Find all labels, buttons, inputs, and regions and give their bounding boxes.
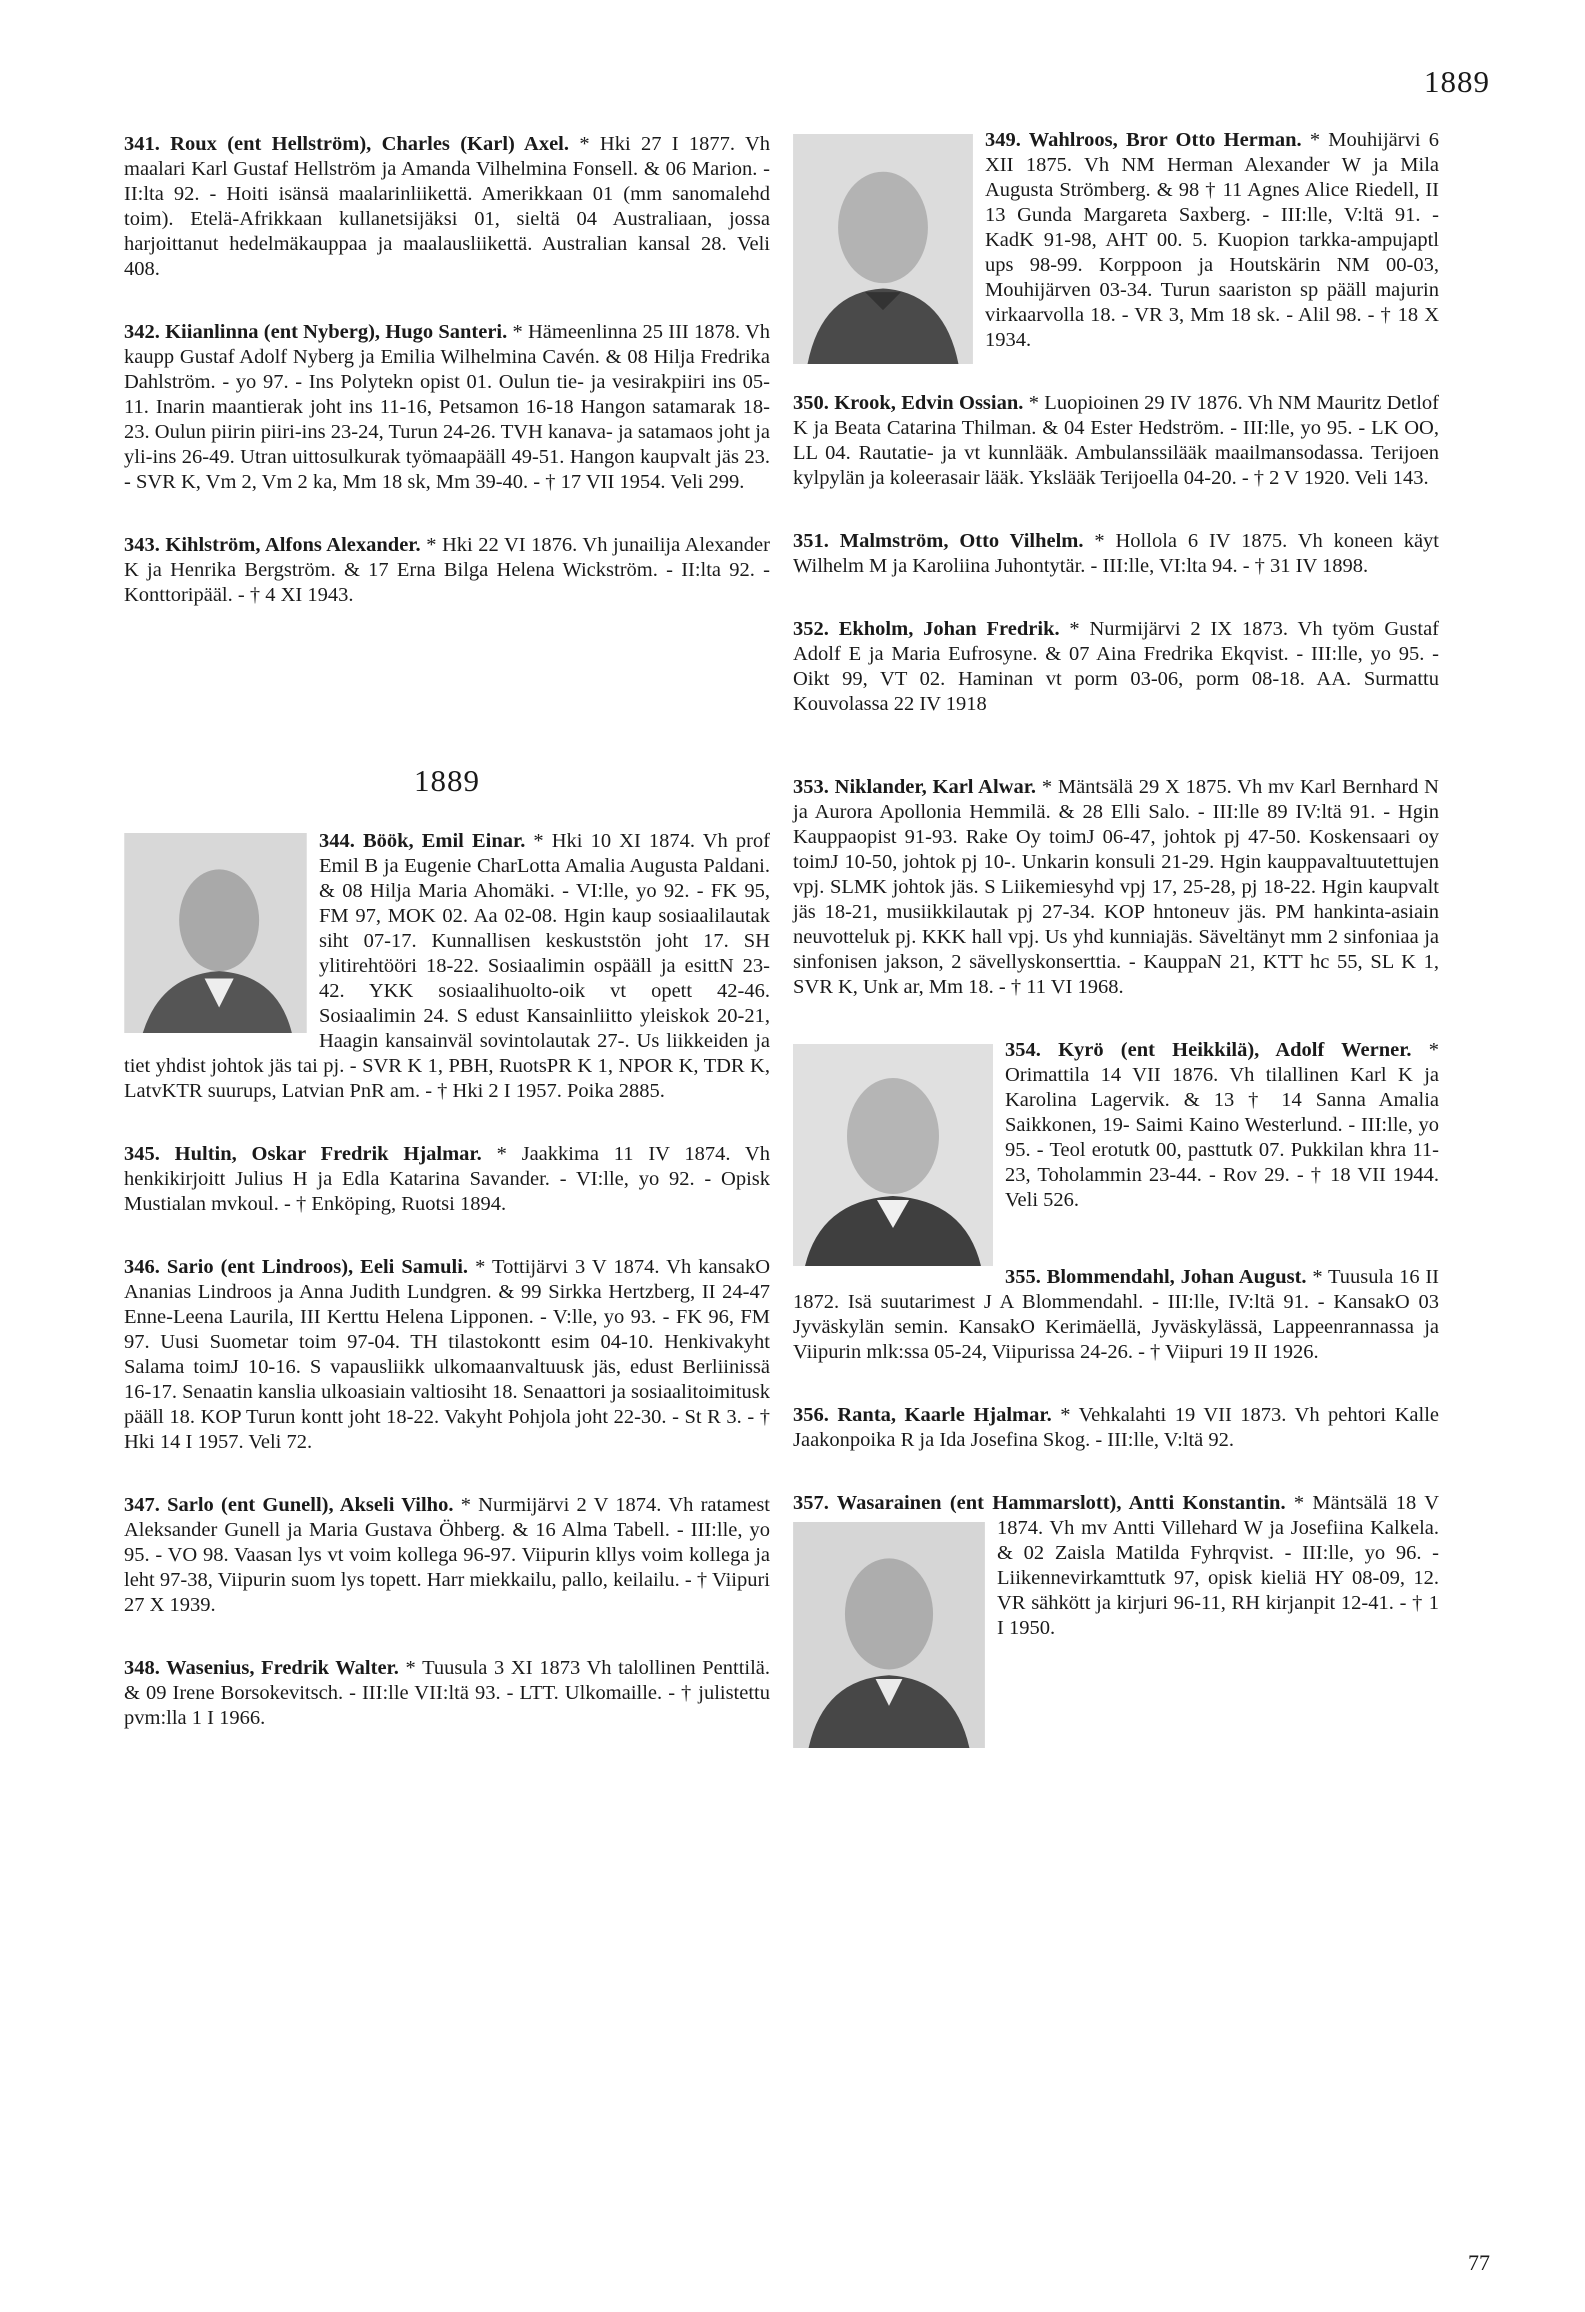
entry-text: * Tottijärvi 3 V 1874. Vh kansakO Ananias Lindroos ja Anna Judith Lundgren. & 99 Sirkka Hertzberg, II 24-47 Enne-Leena Laurila, III Kerttu Helena Lipponen. - V:lle, yo 93. - FK 96, FM 97. Uusi Suometar toim 97-04. TH tilastokontt esim 04-10. Henkivakyht Salama toimJ 10-16. S vapausliikk ulkomaanvaltuusk jäs, edust Berliinissä 16-17. Senaatin kanslia ulkoasiain valtiosiht 18. Senaattori ja sosiaalitoimitusk pääll 18. KOP Turun kontt joht 18-22. Vakyht Pohjola joht 22-30. - St R 3. - † Hki 14 I 1957. Veli 72. (124, 1256, 771, 1453)
entry-text: * Nurmijärvi 2 V 1874. Vh ratamest Aleksander Gunell ja Maria Gustava Öhberg. & 16 Alma Tabell. - III:lle, yo 95. - VO 98. Vaasan lys vt voim kollega 96-97. Viipurin kllys voim kollega ja leht 97-38, Viipurin suom lys topett. Harr miekkailu, pallo, keilailu. - † Viipuri 27 X 1939. (124, 1494, 771, 1616)
entry-text: * Mäntsälä 18 V 1874. Vh mv Antti Villehard W ja Josefiina Kalkela. & 02 Zaisla Matilda Fyhrqvist. - III:lle, yo 96. - Liikennevirkamttutk 97, opisk kieliä HY 08-09, 12. VR sähkött ja kirjuri 96-11, RH kirjanpit 12-41. - † 1 I 1950. (997, 1492, 1440, 1639)
entry-text: * Jaakkima 11 IV 1874. Vh henkikirjoitt Julius H ja Edla Katarina Savander. - VI:lle, yo 92. - Opisk Mustialan mvkoul. - † Enköping, Ruotsi 1894. (124, 1143, 770, 1215)
portrait-photo-icon (793, 134, 973, 364)
entry-name: 343. Kihlström, Alfons Alexander. (124, 534, 421, 556)
entry-text: * Orimattila 14 VII 1876. Vh tilallinen Karl K ja Karolina Lagervik. & 13 † 14 Sanna Amalia Saikkonen, 19- Saimi Kaino Westerlund. - III:lle, yo 95. - Teol erotutk 00, pasttutk 07. Pukkilan khra 11-23, Toholammin 23-44. - Rov 29. - † 18 VII 1944. Veli 526. (1005, 1039, 1440, 1211)
entry-353 (793, 775, 1439, 1000)
entry-356 (793, 1403, 1439, 1453)
entry-341 (124, 132, 770, 282)
entry-343 (124, 533, 770, 608)
portrait-photo-icon (793, 1044, 993, 1266)
section-year-heading: 1889 (414, 763, 480, 798)
entry-347 (124, 1493, 770, 1618)
entry-351 (793, 529, 1439, 579)
entry-354 (793, 1038, 1439, 1213)
entry-name: 352. Ekholm, Johan Fredrik. (793, 618, 1060, 640)
entry-name: 346. Sario (ent Lindroos), Eeli Samuli. (124, 1256, 469, 1278)
portrait-photo-icon (124, 833, 307, 1033)
entry-349 (793, 128, 1439, 353)
entry-text: * Mouhijärvi 6 XII 1875. Vh NM Herman Alexander W ja Mila Augusta Strömberg. & 98 † 11 Agnes Alice Riedell, II 13 Gunda Margareta Saxberg. - III:lle, V:ltä 91. - KadK 91-98, AHT 00. 5. Kuopion tarkka-ampujaptl ups 98-99. Korppoon ja Houtskärin NM 00-03, Mouhijärven 03-34. Turun saariston sp pääll majurin virkaarvolla 18. - VR 3, Mm 18 sk. - Alil 98. - † 18 X 1934. (985, 129, 1440, 351)
entry-text: * Nurmijärvi 2 IX 1873. Vh työm Gustaf Adolf E ja Maria Eufrosyne. & 07 Aina Fredrika Ekqvist. - III:lle, yo 95. - Oikt 99, VT 02. Haminan vt porm 03-06, porm 08-18. AA. Surmattu Kouvolassa 22 IV 1918 (793, 618, 1440, 715)
entry-350 (793, 391, 1439, 491)
entry-text: * Vehkalahti 19 VII 1873. Vh pehtori Kalle Jaakonpoika R ja Ida Josefina Skog. - III:lle, V:ltä 92. (793, 1404, 1439, 1451)
entry-text: * Mäntsälä 29 X 1875. Vh mv Karl Bernhard N ja Aurora Apollonia Hemmilä. & 28 Elli Salo. - III:lle 89 IV:ltä 91. - Hgin Kauppaopist 91-93. Rake Oy toimJ 06-47, johtok pj 47-50. Koskensaari oy toimJ 10-50, johtok pj 10-. Unkarin konsuli 21-29. Hgin kauppavaltuutettujen vpj. SLMK johtok jäs. S Liikemiesyhd vpj 17, 25-28, pj 18-22. Hgin kaupvalt jäs 18-21, musiikkilautak pj 27-34. KOP hntoneuv jäs. PM hankinta-asiain neuvotteluk pj. KKK hall vpj. Us yhd kunniajäs. Säveltänyt mm 2 sinfoniaa ja sinfonisen jakson, 2 sävellyskonserttia. - KauppaN 21, KTT hc 55, SL K 1, SVR K, Unk ar, Mm 18. - † 11 VI 1968. (793, 776, 1439, 998)
entry-text: * Hki 27 I 1877. Vh maalari Karl Gustaf Hellström ja Amanda Vilhelmina Fonsell. & 06 Marion. - II:lta 92. - Hoiti isänsä maalarinliikettä. Amerikkaan 01 (mm sanomalehd toim). Etelä-Afrikkaan kullanetsijäksi 01, sieltä 04 Australiaan, jossa harjoittanut hedelmäkauppaa ja maalausliikettä. Australian kansal 28. Veli 408. (124, 133, 771, 280)
entry-name: 345. Hultin, Oskar Fredrik Hjalmar. (124, 1143, 482, 1165)
entry-text: * Hki 10 XI 1874. Vh prof Emil B ja Eugenie CharLotta Amalia Augusta Paldani. & 08 Hilja Maria Ahomäki. - VI:lle, yo 92. - FK 95, FM 97, MOK 02. Aa 02-08. Hgin kaup sosiaalilautak siht 07-17. Kunnallisen keskuststön joht 17. SH ylitirehtööri 18-22. Sosiaalimin ospääll ja esittN 23-42. YKK sosiaalihuolto-oik vt opett 42-46. Sosiaalimin 24. S edust Kansainliitto yleiskok 20-21, Haagin kansainväl sovintolautak 27-. Us liikkeiden ja tiet yhdist johtok jäs tai pj. - SVR K 1, PBH, RuotsPR K 1, NPOR K, TDR K, LatvKTR suurups, Latvian PnR am. - † Hki 2 I 1957. Poika 2885. (124, 830, 771, 1102)
entry-name: 344. Böök, Emil Einar. (319, 830, 526, 852)
entry-346 (124, 1255, 770, 1455)
entry-name: 355. Blommendahl, Johan August. (1005, 1266, 1307, 1288)
portrait-photo-344 (124, 833, 307, 1033)
entry-name: 356. Ranta, Kaarle Hjalmar. (793, 1404, 1052, 1426)
entry-355 (793, 1265, 1439, 1365)
entry-text: * Luopioinen 29 IV 1876. Vh NM Mauritz Detlof K ja Beata Catarina Thilman. & 04 Ester Hedström. - III:lle, yo 95. - LK OO, LL 04. Rautatie- ja vt kunnlääk. Ambulanssilääk maailmansodassa. Terijoen kylpylän ja koleerasair lääk. Ykslääk Terijoella 04-20. - † 2 V 1920. Veli 143. (793, 392, 1440, 489)
entry-name: 357. Wasarainen (ent Hammarslott), Antti Konstantin. (793, 1492, 1286, 1514)
entry-name: 341. Roux (ent Hellström), Charles (Karl) Axel. (124, 133, 570, 155)
entry-345 (124, 1142, 770, 1217)
entry-name: 348. Wasenius, Fredrik Walter. (124, 1657, 399, 1679)
entry-352 (793, 617, 1439, 717)
entry-name: 353. Niklander, Karl Alwar. (793, 776, 1037, 798)
entry-text: * Hollola 6 IV 1875. Vh koneen käyt Wilhelm M ja Karoliina Juhontytär. - III:lle, VI:lta 94. - † 31 IV 1898. (793, 530, 1439, 577)
portrait-photo-icon (793, 1522, 985, 1748)
entry-357 (793, 1491, 1439, 1641)
entry-name: 349. Wahlroos, Bror Otto Herman. (985, 129, 1302, 151)
page-number: 77 (1468, 2250, 1490, 2275)
entry-342 (124, 320, 770, 495)
entry-name: 351. Malmström, Otto Vilhelm. (793, 530, 1084, 552)
entry-text: * Hki 22 VI 1876. Vh junailija Alexander K ja Henrika Bergström. & 17 Erna Bilga Helena Wickström. - II:lta 92. - Konttoripääl. - † 4 XI 1943. (124, 534, 770, 606)
left-column (124, 132, 770, 1731)
entry-name: 350. Krook, Edvin Ossian. (793, 392, 1024, 414)
portrait-photo-354 (793, 1044, 993, 1266)
portrait-photo-357 (793, 1522, 985, 1748)
portrait-photo-349 (793, 134, 973, 364)
entry-name: 347. Sarlo (ent Gunell), Akseli Vilho. (124, 1494, 454, 1516)
entry-text: * Hämeenlinna 25 III 1878. Vh kaupp Gustaf Adolf Nyberg ja Emilia Wilhelmina Cavén. & 08 Hilja Fredrika Dahlström. - yo 97. - Ins Polytekn opist 01. Oulun tie- ja vesirakpiiri ins 05-11. Inarin maantierak joht ins 11-16, Petsamon 16-18 Hangon satamarak 18-23. Oulun piirin piiri-ins 23-24, Turun 24-26. TVH kanava- ja satamaos joht ja yli-ins 26-49. Utran uittosulkurak työmaapääll 49-51. Hangon kaupvalt jäs 23. - SVR K, Vm 2, Vm 2 ka, Mm 18 sk, Mm 39-40. - † 17 VII 1954. Veli 299. (124, 321, 771, 493)
right-column (793, 128, 1439, 1752)
entry-name: 342. Kiianlinna (ent Nyberg), Hugo Santeri. (124, 321, 508, 343)
entry-text: * Tuusula 16 II 1872. Isä suutarimest J A Blommendahl. - III:lle, IV:ltä 91. - KansakO 03 Jyväskylän semin. KansakO Kerimäellä, Jyväskylässä, Lappeenrannassa ja Viipurin mlk:ssa 05-24, Viipurissa 24-26. - † Viipuri 19 II 1926. (793, 1266, 1440, 1363)
entry-name: 354. Kyrö (ent Heikkilä), Adolf Werner. (1005, 1039, 1412, 1061)
running-header-year: 1889 (1424, 64, 1490, 99)
entry-text: * Tuusula 3 XI 1873 Vh talollinen Penttilä. & 09 Irene Borsokevitsch. - III:lle VII:ltä 93. - LTT. Ulkomaille. - † julistettu pvm:lla 1 I 1966. (124, 1657, 771, 1729)
entry-348 (124, 1656, 770, 1731)
